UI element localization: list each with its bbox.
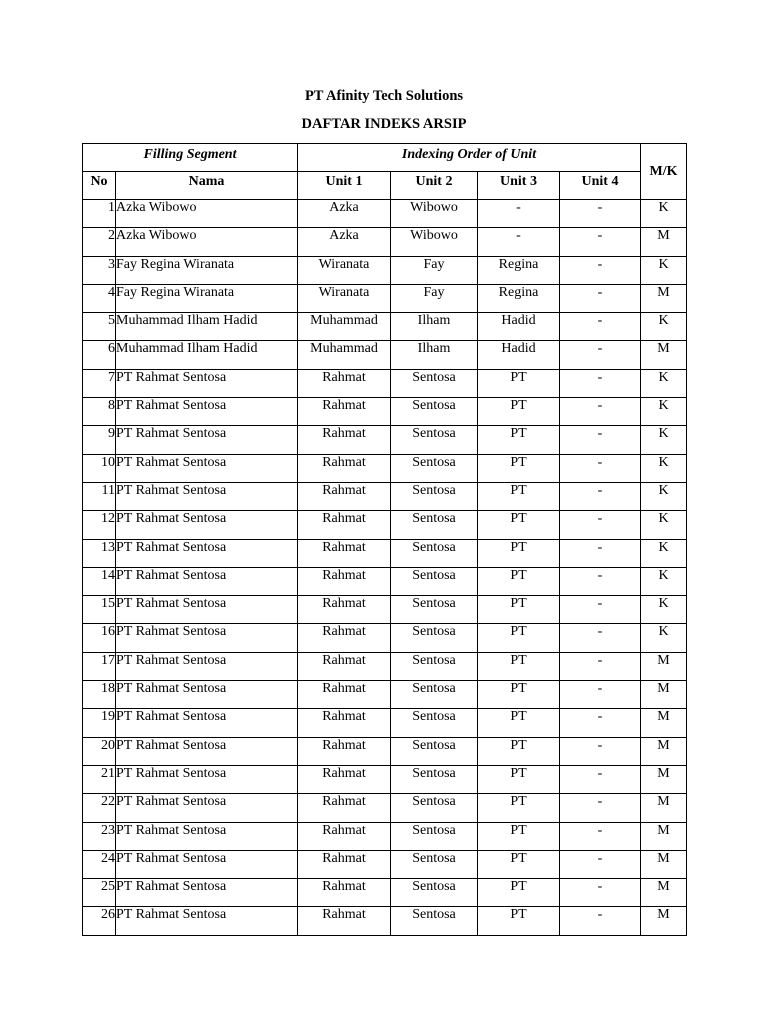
table-row [83, 539, 687, 567]
table-row [83, 737, 687, 765]
cell-nama: PT Rahmat Sentosa [116, 681, 298, 709]
cell-unit3: Regina [478, 256, 560, 284]
table-row [83, 681, 687, 709]
cell-no: 19 [83, 709, 116, 737]
cell-unit4: - [560, 228, 641, 256]
cell-unit3: Hadid [478, 313, 560, 341]
cell-unit3: PT [478, 765, 560, 793]
table-row [83, 850, 687, 878]
filling-segment-header: Filling Segment [83, 144, 298, 172]
cell-unit3: PT [478, 539, 560, 567]
cell-unit1: Rahmat [298, 765, 391, 793]
cell-unit1: Rahmat [298, 539, 391, 567]
cell-unit1: Rahmat [298, 624, 391, 652]
cell-mk: M [641, 879, 687, 907]
cell-unit4: - [560, 313, 641, 341]
cell-unit3: PT [478, 794, 560, 822]
cell-unit4: - [560, 284, 641, 312]
group-header-row [83, 144, 687, 172]
cell-unit4: - [560, 256, 641, 284]
cell-unit4: - [560, 709, 641, 737]
cell-unit2: Ilham [391, 341, 478, 369]
cell-unit1: Wiranata [298, 284, 391, 312]
cell-no: 24 [83, 850, 116, 878]
cell-no: 17 [83, 652, 116, 680]
cell-unit4: - [560, 341, 641, 369]
document-heading: DAFTAR INDEKS ARSIP [301, 116, 467, 132]
cell-mk: K [641, 369, 687, 397]
cell-nama: PT Rahmat Sentosa [116, 709, 298, 737]
table-row [83, 907, 687, 935]
cell-unit1: Rahmat [298, 652, 391, 680]
cell-mk: M [641, 228, 687, 256]
cell-no: 1 [83, 200, 116, 228]
cell-no: 7 [83, 369, 116, 397]
table-row [83, 596, 687, 624]
cell-nama: PT Rahmat Sentosa [116, 879, 298, 907]
cell-no: 23 [83, 822, 116, 850]
cell-mk: M [641, 850, 687, 878]
table-row [83, 426, 687, 454]
cell-unit2: Sentosa [391, 398, 478, 426]
cell-unit4: - [560, 539, 641, 567]
cell-unit1: Muhammad [298, 341, 391, 369]
cell-mk: M [641, 681, 687, 709]
table-row [83, 652, 687, 680]
cell-nama: PT Rahmat Sentosa [116, 369, 298, 397]
column-header-unit1: Unit 1 [298, 172, 391, 200]
cell-unit2: Sentosa [391, 850, 478, 878]
cell-no: 9 [83, 426, 116, 454]
cell-unit3: PT [478, 398, 560, 426]
cell-no: 13 [83, 539, 116, 567]
cell-unit3: PT [478, 879, 560, 907]
cell-no: 11 [83, 482, 116, 510]
cell-unit1: Rahmat [298, 737, 391, 765]
cell-nama: PT Rahmat Sentosa [116, 567, 298, 595]
cell-unit4: - [560, 398, 641, 426]
cell-unit2: Sentosa [391, 454, 478, 482]
cell-no: 10 [83, 454, 116, 482]
cell-unit4: - [560, 681, 641, 709]
cell-mk: M [641, 709, 687, 737]
cell-unit2: Sentosa [391, 369, 478, 397]
cell-nama: PT Rahmat Sentosa [116, 454, 298, 482]
table-row [83, 709, 687, 737]
cell-unit4: - [560, 200, 641, 228]
cell-nama: PT Rahmat Sentosa [116, 822, 298, 850]
cell-unit2: Sentosa [391, 907, 478, 935]
cell-unit3: PT [478, 822, 560, 850]
cell-mk: M [641, 822, 687, 850]
cell-unit2: Sentosa [391, 539, 478, 567]
column-header-row [83, 172, 687, 200]
cell-unit2: Fay [391, 284, 478, 312]
cell-unit1: Azka [298, 200, 391, 228]
cell-unit1: Rahmat [298, 681, 391, 709]
cell-no: 22 [83, 794, 116, 822]
table-row [83, 482, 687, 510]
cell-unit4: - [560, 794, 641, 822]
cell-unit3: PT [478, 567, 560, 595]
column-header-unit2: Unit 2 [391, 172, 478, 200]
cell-unit1: Rahmat [298, 482, 391, 510]
cell-unit2: Sentosa [391, 426, 478, 454]
cell-nama: PT Rahmat Sentosa [116, 482, 298, 510]
table-row [83, 822, 687, 850]
cell-unit1: Rahmat [298, 596, 391, 624]
cell-mk: M [641, 794, 687, 822]
cell-no: 8 [83, 398, 116, 426]
cell-no: 2 [83, 228, 116, 256]
cell-unit2: Fay [391, 256, 478, 284]
cell-no: 16 [83, 624, 116, 652]
cell-unit2: Sentosa [391, 879, 478, 907]
cell-mk: K [641, 539, 687, 567]
cell-mk: M [641, 341, 687, 369]
cell-unit3: PT [478, 652, 560, 680]
table-row [83, 228, 687, 256]
cell-unit1: Rahmat [298, 426, 391, 454]
table-row [83, 341, 687, 369]
cell-unit2: Sentosa [391, 652, 478, 680]
cell-unit3: PT [478, 426, 560, 454]
cell-unit1: Rahmat [298, 369, 391, 397]
cell-unit3: PT [478, 511, 560, 539]
cell-unit3: - [478, 200, 560, 228]
cell-unit2: Sentosa [391, 681, 478, 709]
cell-nama: PT Rahmat Sentosa [116, 426, 298, 454]
cell-unit1: Rahmat [298, 850, 391, 878]
cell-unit3: PT [478, 596, 560, 624]
cell-nama: Azka Wibowo [116, 228, 298, 256]
cell-nama: PT Rahmat Sentosa [116, 737, 298, 765]
cell-unit4: - [560, 737, 641, 765]
cell-unit1: Muhammad [298, 313, 391, 341]
cell-nama: PT Rahmat Sentosa [116, 398, 298, 426]
cell-mk: M [641, 765, 687, 793]
cell-mk: M [641, 907, 687, 935]
table-row [83, 200, 687, 228]
cell-unit1: Azka [298, 228, 391, 256]
cell-unit2: Sentosa [391, 624, 478, 652]
table-row [83, 284, 687, 312]
cell-mk: K [641, 567, 687, 595]
cell-nama: PT Rahmat Sentosa [116, 765, 298, 793]
cell-nama: Muhammad Ilham Hadid [116, 313, 298, 341]
column-header-unit3: Unit 3 [478, 172, 560, 200]
cell-unit1: Rahmat [298, 879, 391, 907]
cell-unit2: Sentosa [391, 596, 478, 624]
cell-unit4: - [560, 822, 641, 850]
cell-nama: PT Rahmat Sentosa [116, 596, 298, 624]
cell-nama: PT Rahmat Sentosa [116, 624, 298, 652]
cell-unit3: PT [478, 624, 560, 652]
cell-unit3: PT [478, 369, 560, 397]
cell-no: 3 [83, 256, 116, 284]
cell-unit4: - [560, 511, 641, 539]
cell-unit4: - [560, 765, 641, 793]
cell-no: 15 [83, 596, 116, 624]
cell-unit4: - [560, 369, 641, 397]
cell-nama: Azka Wibowo [116, 200, 298, 228]
cell-no: 26 [83, 907, 116, 935]
cell-unit3: PT [478, 681, 560, 709]
cell-unit3: - [478, 228, 560, 256]
cell-no: 18 [83, 681, 116, 709]
cell-mk: K [641, 426, 687, 454]
cell-no: 25 [83, 879, 116, 907]
cell-unit2: Sentosa [391, 709, 478, 737]
cell-unit4: - [560, 652, 641, 680]
cell-nama: PT Rahmat Sentosa [116, 539, 298, 567]
cell-unit4: - [560, 567, 641, 595]
cell-nama: Fay Regina Wiranata [116, 256, 298, 284]
cell-unit4: - [560, 907, 641, 935]
table-row [83, 624, 687, 652]
cell-no: 14 [83, 567, 116, 595]
company-name: PT Afinity Tech Solutions [304, 88, 464, 104]
cell-nama: PT Rahmat Sentosa [116, 511, 298, 539]
cell-unit1: Rahmat [298, 794, 391, 822]
cell-unit4: - [560, 624, 641, 652]
table-row [83, 454, 687, 482]
cell-unit3: PT [478, 737, 560, 765]
cell-mk: K [641, 511, 687, 539]
cell-nama: Muhammad Ilham Hadid [116, 341, 298, 369]
cell-unit4: - [560, 482, 641, 510]
cell-mk: M [641, 737, 687, 765]
cell-unit3: Hadid [478, 341, 560, 369]
table-row [83, 398, 687, 426]
table-row [83, 313, 687, 341]
table-row [83, 765, 687, 793]
cell-nama: PT Rahmat Sentosa [116, 794, 298, 822]
cell-mk: M [641, 284, 687, 312]
cell-unit4: - [560, 879, 641, 907]
cell-no: 4 [83, 284, 116, 312]
cell-mk: K [641, 313, 687, 341]
mk-header: M/K [641, 144, 687, 200]
cell-mk: M [641, 652, 687, 680]
cell-unit1: Rahmat [298, 822, 391, 850]
cell-no: 20 [83, 737, 116, 765]
cell-unit3: Regina [478, 284, 560, 312]
cell-no: 6 [83, 341, 116, 369]
cell-unit2: Sentosa [391, 511, 478, 539]
cell-unit2: Ilham [391, 313, 478, 341]
cell-unit3: PT [478, 709, 560, 737]
column-header-nama: Nama [116, 172, 298, 200]
cell-unit1: Rahmat [298, 511, 391, 539]
column-header-unit4: Unit 4 [560, 172, 641, 200]
column-header-no: No [83, 172, 116, 200]
cell-unit3: PT [478, 850, 560, 878]
cell-mk: K [641, 596, 687, 624]
cell-mk: K [641, 398, 687, 426]
cell-mk: K [641, 200, 687, 228]
cell-no: 12 [83, 511, 116, 539]
cell-unit4: - [560, 426, 641, 454]
cell-unit3: PT [478, 907, 560, 935]
archive-index-table [82, 143, 687, 936]
cell-mk: K [641, 454, 687, 482]
cell-unit1: Rahmat [298, 454, 391, 482]
cell-unit2: Wibowo [391, 228, 478, 256]
cell-unit2: Sentosa [391, 482, 478, 510]
table-row [83, 511, 687, 539]
cell-mk: K [641, 482, 687, 510]
cell-unit2: Sentosa [391, 822, 478, 850]
cell-unit4: - [560, 596, 641, 624]
cell-nama: Fay Regina Wiranata [116, 284, 298, 312]
cell-mk: K [641, 256, 687, 284]
cell-no: 5 [83, 313, 116, 341]
cell-unit2: Wibowo [391, 200, 478, 228]
indexing-order-header: Indexing Order of Unit [298, 144, 641, 172]
cell-unit3: PT [478, 454, 560, 482]
cell-nama: PT Rahmat Sentosa [116, 907, 298, 935]
cell-unit2: Sentosa [391, 765, 478, 793]
cell-unit2: Sentosa [391, 794, 478, 822]
table-body [83, 200, 687, 936]
cell-mk: K [641, 624, 687, 652]
cell-unit1: Rahmat [298, 907, 391, 935]
cell-unit1: Rahmat [298, 709, 391, 737]
cell-unit3: PT [478, 482, 560, 510]
table-row [83, 256, 687, 284]
cell-unit1: Rahmat [298, 398, 391, 426]
cell-nama: PT Rahmat Sentosa [116, 652, 298, 680]
table-row [83, 879, 687, 907]
cell-nama: PT Rahmat Sentosa [116, 850, 298, 878]
cell-unit2: Sentosa [391, 567, 478, 595]
cell-no: 21 [83, 765, 116, 793]
table-row [83, 567, 687, 595]
cell-unit4: - [560, 850, 641, 878]
table-row [83, 369, 687, 397]
cell-unit4: - [560, 454, 641, 482]
cell-unit1: Rahmat [298, 567, 391, 595]
cell-unit2: Sentosa [391, 737, 478, 765]
cell-unit1: Wiranata [298, 256, 391, 284]
table-row [83, 794, 687, 822]
